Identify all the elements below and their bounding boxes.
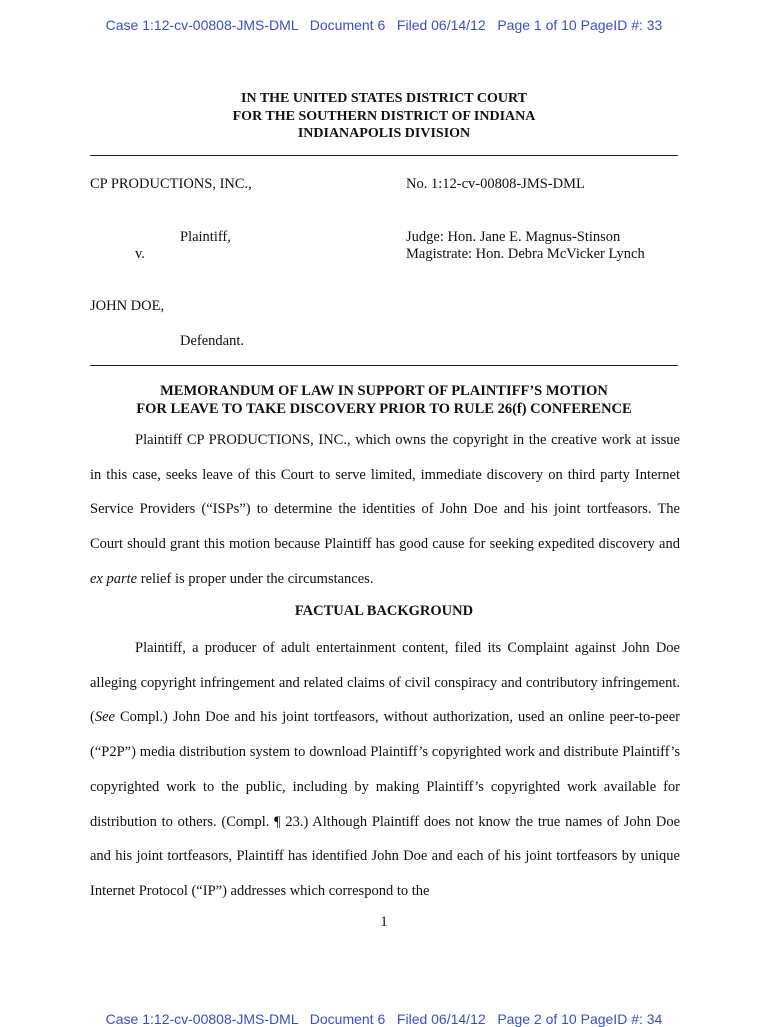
court-line: FOR THE SOUTHERN DISTRICT OF INDIANA <box>232 108 536 124</box>
plaintiff-role: Plaintiff, <box>180 229 231 245</box>
document-title <box>0 382 768 418</box>
defendant-name: JOHN DOE, <box>90 298 165 314</box>
italic-term: See <box>94 709 115 726</box>
paragraph-text: relief is proper under the circumstances. <box>137 570 374 587</box>
defendant-role: Defendant. <box>180 333 245 349</box>
court-line: IN THE UNITED STATES DISTRICT COURT <box>241 91 527 106</box>
plaintiff-name: CP PRODUCTIONS, INC., <box>90 176 252 192</box>
paragraph-text: Plaintiff CP PRODUCTIONS, INC., which owns the copyright in the creative work at issue in this case, seeks leave of this Court to serve limited, immediate discovery on third party Internet Service Providers (“ISPs”) to determine the identities of John Doe and his joint tortfeasors. The Court should grant this motion because Plaintiff has good cause for seeking expedited discovery and <box>90 432 680 553</box>
section-heading: FACTUAL BACKGROUND <box>294 603 474 619</box>
italic-term: ex parte <box>90 570 138 587</box>
page-number: 1 <box>380 914 388 930</box>
versus: v. <box>135 246 145 262</box>
title-line: FOR LEAVE TO TAKE DISCOVERY PRIOR TO RULE 26(f) CONFERENCE <box>136 401 632 417</box>
intro-paragraph <box>90 423 680 597</box>
paragraph-text: Plaintiff, a producer of adult entertainment content, filed its Complaint against John Doe alleging copyright infringement and related claims of civil conspiracy and contributory infringement. ( <box>90 640 680 726</box>
case-header-next-page: Case 1:12-cv-00808-JMS-DML Document 6 Filed 06/14/12 Page 2 of 10 PageID #: 34 <box>105 1011 663 1027</box>
paragraph-text: Compl.) John Doe and his joint tortfeasors, without authorization, used an online peer-to-peer (“P2P”) media distribution system to download Plaintiff’s copyrighted work and distribute Plaintiff’s copyrighted work to the public, including by making Plaintiff’s copyrighted work available for distribution to others. (Compl. ¶ 23.) Although Plaintiff does not know the true names of John Doe and his joint tortfeasors, Plaintiff has identified John Doe and each of his joint tortfeasors by unique Internet Protocol (“IP”) addresses which correspond to the <box>90 709 680 899</box>
divider <box>90 365 678 366</box>
title-line: MEMORANDUM OF LAW IN SUPPORT OF PLAINTIFF’S MOTION <box>160 383 608 399</box>
divider <box>90 155 678 156</box>
magistrate-name: Magistrate: Hon. Debra McVicker Lynch <box>406 246 645 262</box>
case-header: Case 1:12-cv-00808-JMS-DML Document 6 Filed 06/14/12 Page 1 of 10 PageID #: 33 <box>105 17 663 33</box>
case-number: No. 1:12-cv-00808-JMS-DML <box>406 176 585 192</box>
background-paragraph <box>90 631 680 909</box>
court-heading <box>0 90 768 143</box>
judge-name: Judge: Hon. Jane E. Magnus-Stinson <box>406 229 621 245</box>
court-line: INDIANAPOLIS DIVISION <box>297 126 471 141</box>
